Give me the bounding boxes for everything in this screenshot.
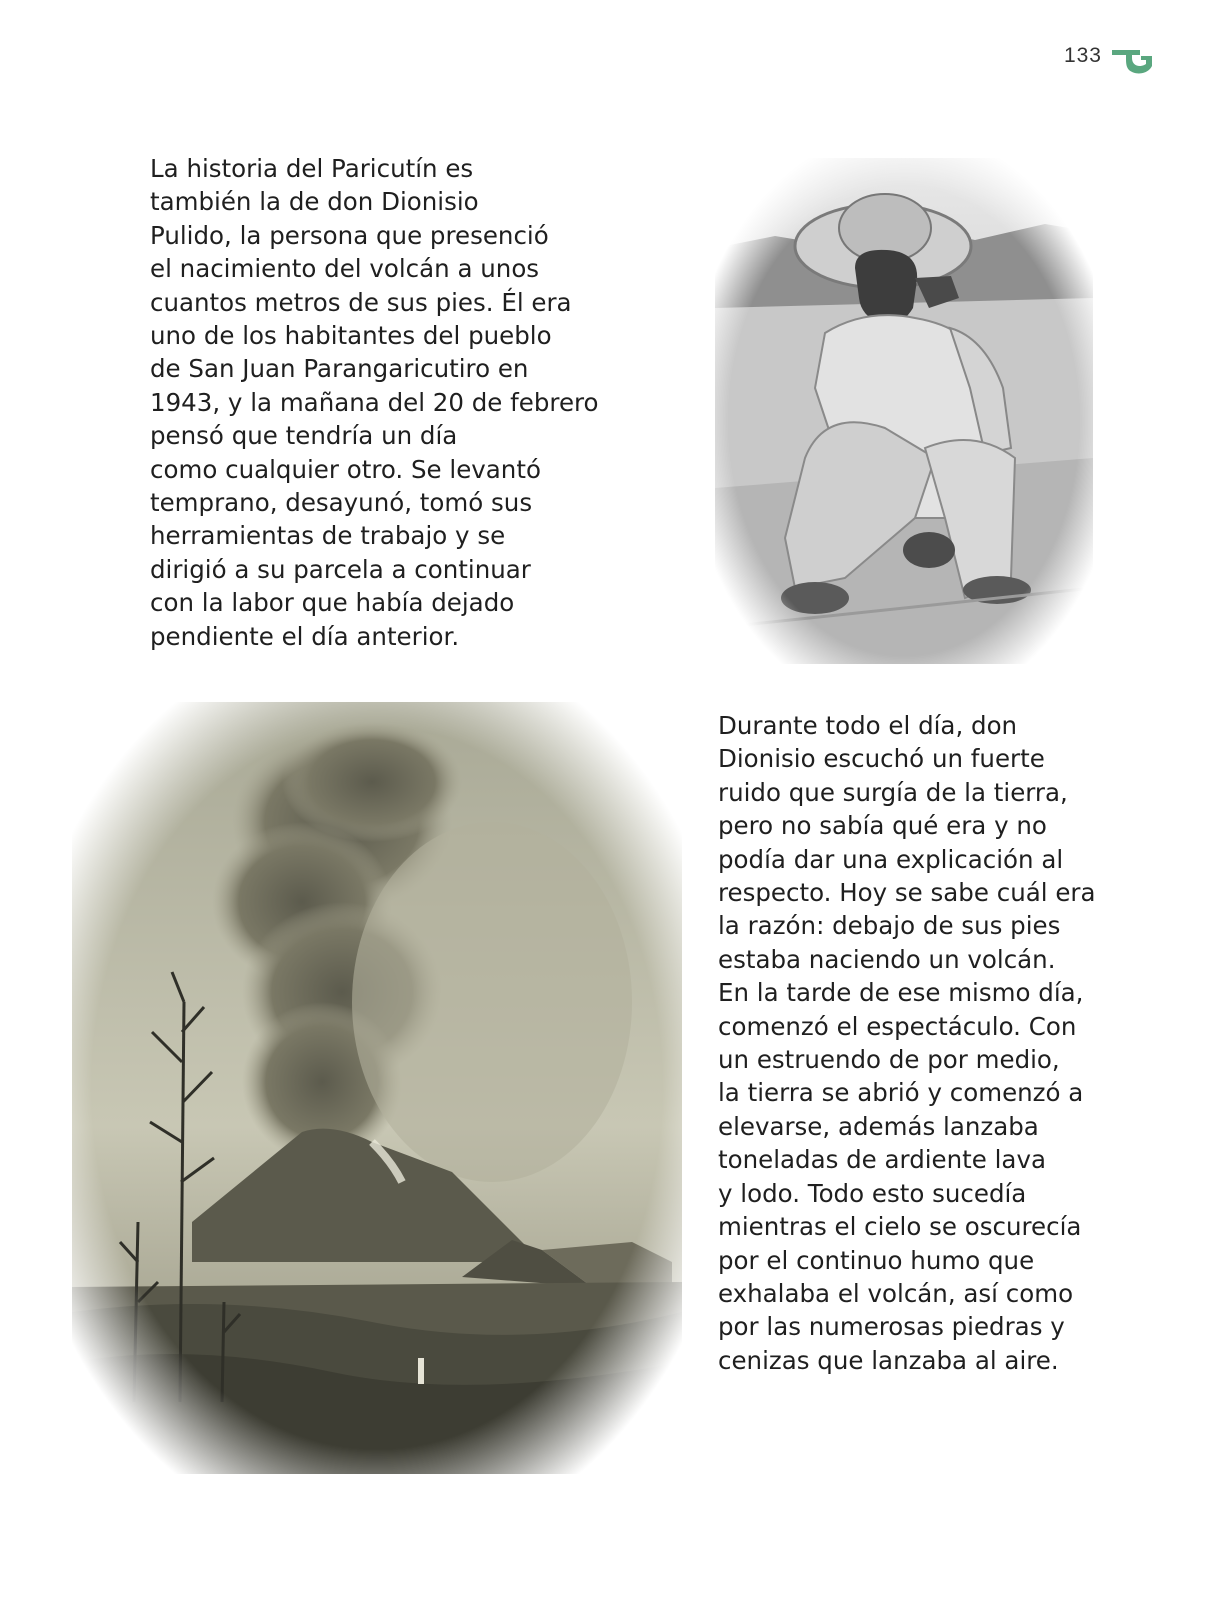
volcano-photo <box>72 702 682 1474</box>
text-line: la tierra se abrió y comenzó a <box>718 1078 1084 1108</box>
text-line: y lodo. Todo esto sucedía <box>718 1178 1027 1208</box>
text-line: por el continuo humo que <box>718 1245 1035 1275</box>
intro-paragraph <box>150 152 599 653</box>
text-line: también la de don Dionisio <box>150 187 479 217</box>
green-hook-icon <box>1110 44 1154 76</box>
text-line: pensó que tendría un día <box>150 421 458 451</box>
text-line: Durante todo el día, don <box>718 711 1018 740</box>
text-line: por las numerosas piedras y <box>718 1312 1065 1342</box>
text-line: dirigió a su parcela a continuar <box>150 554 531 584</box>
text-line: con la labor que había dejado <box>150 588 515 618</box>
text-line: elevarse, además lanzaba <box>718 1111 1039 1141</box>
text-line: el nacimiento del volcán a unos <box>150 254 540 284</box>
text-line: mientras el cielo se oscurecía <box>718 1212 1082 1242</box>
text-line: respecto. Hoy se sabe cuál era <box>718 878 1096 908</box>
text-line: Dionisio escuchó un fuerte <box>718 744 1045 774</box>
text-line: un estruendo de por medio, <box>718 1045 1060 1075</box>
text-line: Pulido, la persona que presenció <box>150 220 549 250</box>
farmer-photo <box>715 158 1093 664</box>
text-line: la razón: debajo de sus pies <box>718 911 1061 941</box>
text-line: cuantos metros de sus pies. Él era <box>150 287 572 317</box>
text-line: uno de los habitantes del pueblo <box>150 321 552 351</box>
eruption-paragraph <box>718 709 1096 1377</box>
text-line: de San Juan Parangaricutiro en <box>150 354 529 384</box>
page-number: 133 <box>1063 44 1102 67</box>
text-line: En la tarde de ese mismo día, <box>718 978 1084 1008</box>
text-line: temprano, desayunó, tomó sus <box>150 488 533 518</box>
text-line: La historia del Paricutín es <box>150 154 474 183</box>
text-line: podía dar una explicación al <box>718 844 1064 874</box>
text-line: pero no sabía qué era y no <box>718 811 1047 841</box>
text-line: herramientas de trabajo y se <box>150 521 506 551</box>
text-line: 1943, y la mañana del 20 de febrero <box>150 387 599 417</box>
text-line: exhalaba el volcán, así como <box>718 1278 1074 1308</box>
text-line: cenizas que lanzaba al aire. <box>718 1345 1059 1375</box>
text-line: ruido que surgía de la tierra, <box>718 777 1068 807</box>
text-line: comenzó el espectáculo. Con <box>718 1011 1077 1041</box>
text-line: estaba naciendo un volcán. <box>718 944 1056 974</box>
text-line: pendiente el día anterior. <box>150 621 460 651</box>
text-line: como cualquier otro. Se levantó <box>150 454 541 484</box>
text-line: toneladas de ardiente lava <box>718 1145 1046 1175</box>
